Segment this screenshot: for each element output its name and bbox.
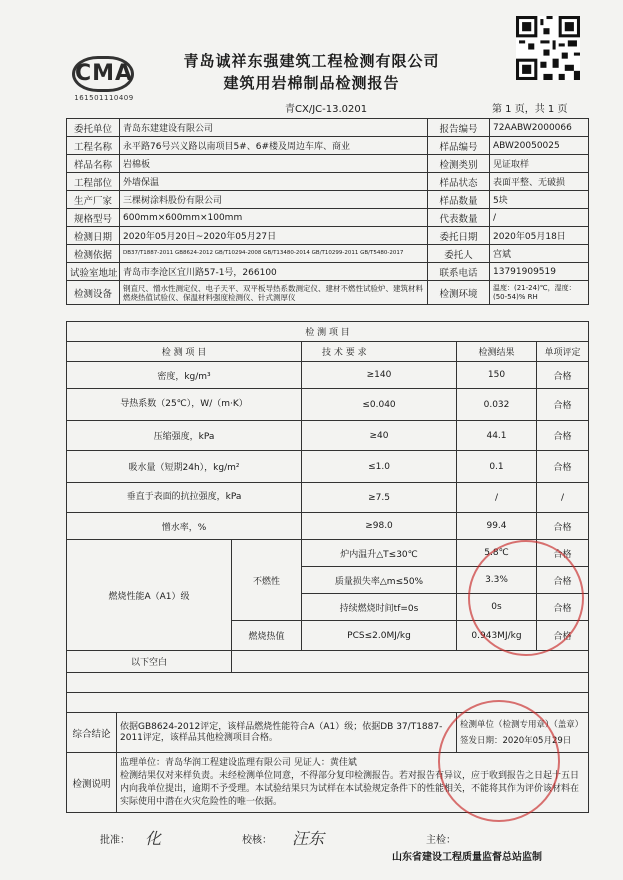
col-req-header: 技 术 要 求 — [302, 342, 457, 362]
env-value: 温度：(21-24)℃，湿度：(50-54)% RH — [490, 281, 589, 305]
cma-number: 161501110409 — [74, 94, 134, 102]
fire-req-1: 炉内温升△T≤30℃ — [302, 540, 457, 567]
col-item-header: 检 测 项 目 — [67, 342, 302, 362]
verify-signature: 汪东 — [292, 829, 325, 848]
report-title: 建筑用岩棉制品检测报告 — [223, 74, 400, 92]
batch-label: 代表数量 — [428, 209, 490, 227]
batch-value: / — [490, 209, 589, 227]
test-seal-stamp — [468, 540, 584, 656]
item-cell: 垂直于表面的抗拉强度，kPa — [67, 483, 302, 513]
section-title: 检 测 项 目 — [67, 322, 589, 342]
sample-name-value: 岩棉板 — [120, 155, 428, 173]
equip-value: 钢直尺、憎水性测定仪、电子天平、双平板导热系数测定仪、建材不燃性试验炉、建筑材料燃烧热值试验仪、保温材料强度检测仪、针式测厚仪 — [120, 281, 428, 305]
result-cell: 150 — [457, 362, 537, 389]
sample-no-label: 样品编号 — [428, 137, 490, 155]
basis-value: DB37/T1887-2011 GB8624-2012 GB/T10294-2008 GB/T13480-2014 GB/T10299-2011 GB/T5480-2017 — [120, 245, 428, 263]
sign-date: 签发日期：2020年05月29日 — [460, 735, 572, 746]
entruster-value: 宫斌 — [490, 245, 589, 263]
sample-no-value: ABW20050025 — [490, 137, 589, 155]
inspection-seal-stamp — [438, 700, 560, 822]
report-no-label: 报告编号 — [428, 119, 490, 137]
heat-label: 燃烧热值 — [232, 621, 302, 651]
fire-req-2: 质量损失率△m≤50% — [302, 567, 457, 594]
table-row — [67, 451, 589, 483]
item-cell: 憎水率，% — [67, 513, 302, 540]
part-value: 外墙保温 — [120, 173, 428, 191]
fire-result-2: 3.3% — [457, 567, 537, 594]
supervisor-line: 监理单位：青岛华润工程建设监理有限公司 见证人：黄佳斌 — [120, 757, 357, 768]
main-test-label: 主检： — [426, 835, 456, 846]
fire-judge-2: 合格 — [537, 567, 589, 594]
judge-cell: / — [537, 483, 589, 513]
fire-result-1: 5.8℃ — [457, 540, 537, 567]
heat-req: PCS≤2.0MJ/kg — [302, 621, 457, 651]
spec-label: 规格型号 — [67, 209, 120, 227]
addr-value: 青岛市李沧区宜川路57-1号，266100 — [120, 263, 428, 281]
test-nature-value: 见证取样 — [490, 155, 589, 173]
equip-label: 检测设备 — [67, 281, 120, 305]
date-label: 检测日期 — [67, 227, 120, 245]
addr-label: 试验室地址 — [67, 263, 120, 281]
sample-name-label: 样品名称 — [67, 155, 120, 173]
judge-cell: 合格 — [537, 513, 589, 540]
item-cell: 导热系数（25℃），W/（m·K） — [67, 389, 302, 421]
report-no-value: 72AABW2000066 — [490, 119, 589, 137]
conclusion-text: 依据GB8624-2012评定，该样品燃烧性能符合A（A1）级；依据DB 37/T1887-2011评定，该样品其他检测项目合格。 — [117, 713, 457, 753]
env-label: 检测环境 — [428, 281, 490, 305]
page-number: 第 1 页，共 1 页 — [492, 104, 568, 115]
project-label: 工程名称 — [67, 137, 120, 155]
conclusion-label: 综合结论 — [67, 713, 117, 753]
fire-req-3: 持续燃烧时间tf=0s — [302, 594, 457, 621]
notes-text: 检测结果仅对来样负责。未经检测单位同意，不得部分复印检测报告。若对报告有异议，应于收到报告之日起十五日内向我单位提出，逾期不予受理。本试验结果只为试样在本试验规定条件下的性能相关，不能将其作为评价该材料在实际使用中潜在火灾危险性的唯一依据。 — [120, 770, 580, 807]
req-cell: ≤1.0 — [302, 451, 457, 483]
cma-logo: CMA — [72, 56, 134, 92]
req-cell: ≤0.040 — [302, 389, 457, 421]
item-cell: 密度，kg/m³ — [67, 362, 302, 389]
req-cell: ≥7.5 — [302, 483, 457, 513]
table-row — [67, 421, 589, 451]
supervisor-footer: 山东省建设工程质量监督总站监制 — [392, 852, 542, 863]
result-cell: 0.032 — [457, 389, 537, 421]
judge-cell: 合格 — [537, 421, 589, 451]
sample-state-value: 表面平整、无破损 — [490, 173, 589, 191]
noncomb-label: 不燃性 — [232, 540, 302, 621]
table-row — [67, 483, 589, 513]
test-nature-label: 检测类别 — [428, 155, 490, 173]
heat-result: 0.943MJ/kg — [457, 621, 537, 651]
qty-value: 5块 — [490, 191, 589, 209]
qty-label: 样品数量 — [428, 191, 490, 209]
fire-judge-3: 合格 — [537, 594, 589, 621]
req-cell: ≥98.0 — [302, 513, 457, 540]
col-judge-header: 单项评定 — [537, 342, 589, 362]
sample-state-label: 样品状态 — [428, 173, 490, 191]
col-result-header: 检测结果 — [457, 342, 537, 362]
notes-label: 检测说明 — [67, 753, 117, 813]
basis-label: 检测依据 — [67, 245, 120, 263]
entrust-date-label: 委托日期 — [428, 227, 490, 245]
judge-cell: 合格 — [537, 362, 589, 389]
result-cell: 44.1 — [457, 421, 537, 451]
maker-value: 三棵树涂料股份有限公司 — [120, 191, 428, 209]
fire-result-3: 0s — [457, 594, 537, 621]
entruster-label: 委托人 — [428, 245, 490, 263]
fire-rating-label: 燃烧性能A（A1）级 — [67, 540, 232, 651]
client-label: 委托单位 — [67, 119, 120, 137]
table-row — [67, 362, 589, 389]
approve-label: 批准： — [100, 835, 130, 846]
verify-label: 校核： — [242, 835, 272, 846]
maker-label: 生产厂家 — [67, 191, 120, 209]
table-row — [67, 513, 589, 540]
date-value: 2020年05月20日~2020年05月27日 — [120, 227, 428, 245]
entrust-date-value: 2020年05月18日 — [490, 227, 589, 245]
blank-note: 以下空白 — [67, 651, 232, 673]
judge-cell: 合格 — [537, 389, 589, 421]
item-cell: 吸水量（短期24h），kg/m² — [67, 451, 302, 483]
part-label: 工程部位 — [67, 173, 120, 191]
client-value: 青岛东建建设有限公司 — [120, 119, 428, 137]
spec-value: 600mm×600mm×100mm — [120, 209, 428, 227]
approve-signature: 化 — [145, 829, 162, 848]
result-cell: 0.1 — [457, 451, 537, 483]
company-title: 青岛诚祥东强建筑工程检测有限公司 — [183, 52, 440, 70]
judge-cell: 合格 — [537, 451, 589, 483]
stamp-text: 检测单位（检测专用章）（盖章） — [460, 719, 584, 730]
sample-info-table — [66, 118, 589, 305]
result-cell: / — [457, 483, 537, 513]
document-number: 青CX/JC-13.0201 — [285, 104, 368, 115]
phone-label: 联系电话 — [428, 263, 490, 281]
heat-judge: 合格 — [537, 621, 589, 651]
qr-code-icon — [516, 16, 580, 80]
result-cell: 99.4 — [457, 513, 537, 540]
req-cell: ≥140 — [302, 362, 457, 389]
project-value: 永平路76号兴义路以南项目5#、6#楼及周边车库、商业 — [120, 137, 428, 155]
req-cell: ≥40 — [302, 421, 457, 451]
item-cell: 压缩强度，kPa — [67, 421, 302, 451]
phone-value: 13791909519 — [490, 263, 589, 281]
table-row — [67, 389, 589, 421]
fire-judge-1: 合格 — [537, 540, 589, 567]
